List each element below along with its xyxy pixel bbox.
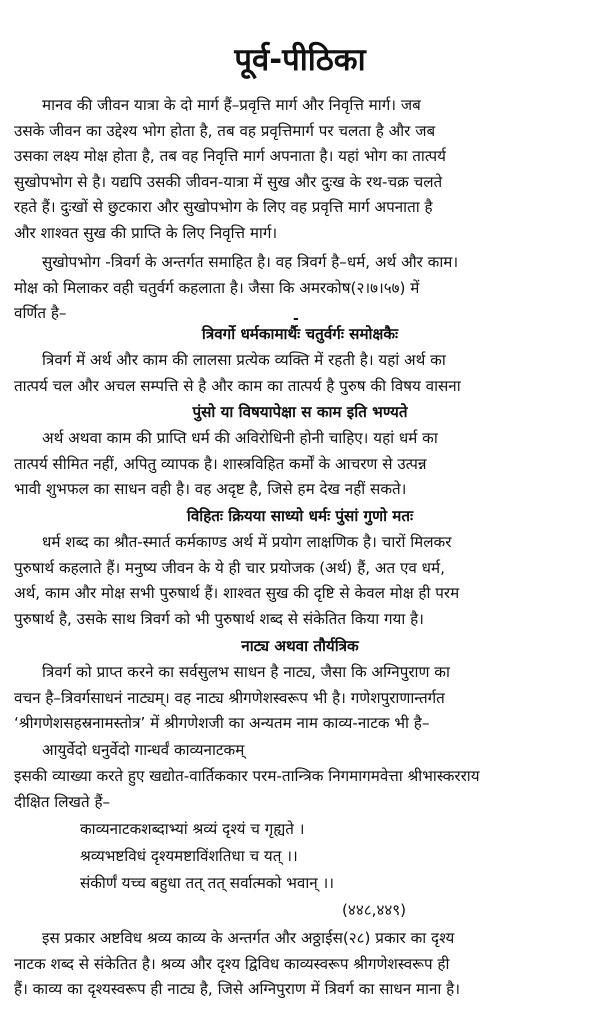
paragraph-vyakhya — [14, 764, 586, 815]
text-line: वचन है–त्रिवर्गसाधनं नाट्यम्। वह नाट्य श्रीगणेशस्वरूप भी है। गणेशपुराणान्तर्गत — [14, 688, 445, 707]
text-line: तात्पर्य सीमित नहीं, अपितु व्यापक है। शास्त्रविहित कर्मों के आचरण से उत्पन्न — [14, 454, 427, 473]
text-line: नाटक शब्द से संकेतित है। श्रव्य और दृश्य द्विविध काव्यस्वरूप श्रीगणेशस्वरूप ही — [14, 954, 450, 973]
shloka-block — [80, 816, 540, 924]
verse-line: पुंसो या विषयापेक्षा स काम इति भण्यते — [192, 403, 408, 421]
text-line: दीक्षित लिखते हैं– — [14, 792, 111, 811]
text-line: धर्म शब्द का श्रौत-स्मार्त कर्मकाण्ड अर्थ में प्रयोग लाक्षणिक है। चारों मिलकर — [42, 533, 452, 551]
paragraph-trivarga — [14, 250, 586, 327]
verse-line: त्रिवर्गो धर्मकामार्थैः चतुर्वर्गः समोक्षकैः — [201, 325, 399, 343]
text-line: सुखोपभोग -त्रिवर्ग के अन्तर्गत समाहित है। वह त्रिवर्ग है–धर्म, अर्थ और काम। — [42, 253, 459, 271]
text-line: सुखोपभोग से है। यद्यपि उसकी जीवन-यात्रा में सुख और दुःख के रथ-चक्र चलते — [14, 172, 443, 191]
verse-amarakosha — [14, 322, 586, 348]
verse-kama — [14, 400, 586, 426]
text-line: अर्थ, काम और मोक्ष सभी पुरुषार्थ हैं। शाश्वत सुख की दृष्टि से केवल मोक्ष ही परम — [14, 584, 460, 602]
shloka-line: श्रव्यभष्टविधं दृश्यमष्टाविंशतिधा च यत् ।। — [80, 847, 298, 865]
text-line: हैं। काव्य का दृश्यस्वरूप ही नाट्य है, जिसे अग्निपुराण में त्रिवर्ग का साधन माना है। — [14, 980, 460, 998]
shloka-line: संकीर्णं यच्च बहुधा तत् तत् सर्वात्मको भवान् ।। — [80, 874, 335, 892]
text-line: तात्पर्य चल और अचल सम्पत्ति से है और काम का तात्पर्य है पुरुष की विषय वासना — [14, 376, 461, 395]
text-line: और शाश्वत सुख की प्राप्ति के लिए निवृत्ति मार्ग। — [14, 223, 278, 242]
heading-line: नाट्य अथवा तौर्यत्रिक — [241, 637, 359, 655]
text-line: अर्थ अथवा काम की प्राप्ति धर्म की अविरोधिनी होनी चाहिए। यहां धर्म का — [42, 429, 438, 447]
text-line: इस प्रकार अष्टविध श्रव्य काव्य के अन्तर्गत और अठ्ठाईस(२८) प्रकार का दृश्य — [42, 929, 455, 947]
paragraph-artha-kama — [14, 348, 586, 399]
page-title: पूर्व-पीठिका — [234, 42, 366, 78]
verse-line: आयुर्वेदो धनुर्वेदो गान्धर्वं काव्यनाटकम् — [42, 741, 245, 759]
text-line: ‘श्रीगणेशसहस्रनामस्तोत्र’ में श्रीगणेशजी का अन्यतम नाम काव्य-नाटक भी है– — [14, 714, 430, 732]
text-line: पुरुषार्थ है, उसके साथ त्रिवर्ग को भी पुरुषार्थ शब्द से संकेतित किया गया है। — [14, 609, 424, 628]
text-line: मानव की जीवन यात्रा के दो मार्ग हैं–प्रवृत्ति मार्ग और निवृत्ति मार्ग। जब — [42, 96, 421, 114]
text-line: पुरुषार्थ कहलाते हैं। मनुष्य जीवन के ये ही चार प्रयोजक (अर्थ) हैं, अत एव धर्म, — [14, 558, 445, 577]
text-line: मोक्ष को मिलाकर वही चतुर्वर्ग कहलाता है। जैसा कि अमरकोष(२।७।५७) में — [14, 278, 420, 297]
paragraph-conclusion — [14, 926, 586, 1003]
text-line: त्रिवर्ग को प्राप्त करने का सर्वसुलभ साधन है नाट्य, जैसा कि अग्निपुराण का — [42, 663, 450, 681]
text-line: रहते हैं। दुःखों से छुटकारा और सुखोपभोग के लिए वह प्रवृत्ति मार्ग अपनाता है — [14, 198, 433, 216]
paragraph-intro — [14, 93, 586, 246]
verse-ayurveda — [14, 738, 586, 764]
text-line: उसका लक्ष्य मोक्ष होता है, तब वह निवृत्ति मार्ग अपनाता है। यहां भोग का तात्पर्य — [14, 147, 446, 165]
dash-mark: - — [293, 311, 299, 327]
shloka-reference: (४४८,४४९) — [342, 901, 407, 919]
text-line: भावी शुभफल का साधन वही है। वह अदृष्ट है, जिसे हम देख नहीं सकते। — [14, 480, 407, 498]
text-line: वर्णित है– — [14, 304, 67, 322]
paragraph-purusharta — [14, 530, 586, 632]
shloka-line: काव्यनाटकशब्दाभ्यां श्रव्यं दृश्यं च गृह्यते । — [80, 820, 305, 838]
text-line: इसकी व्याख्या करते हुए खद्योत-वार्तिककार परम-तान्त्रिक निगमागमवेत्ता श्रीभास्करराय — [14, 767, 480, 785]
verse-dharma — [14, 504, 586, 530]
text-line: उसके जीवन का उद्देश्य भोग होता है, तब वह प्रवृत्तिमार्ग पर चलता है और जब — [14, 121, 436, 140]
section-heading — [14, 634, 586, 660]
paragraph-natya — [14, 660, 586, 737]
verse-line: विहितः क्रियया साध्यो धर्मः पुंसां गुणो मतः — [186, 507, 414, 525]
text-line: त्रिवर्ग में अर्थ और काम की लालसा प्रत्येक व्यक्ति में रहती है। यहां अर्थ का — [42, 351, 446, 369]
paragraph-dharma — [14, 426, 586, 503]
